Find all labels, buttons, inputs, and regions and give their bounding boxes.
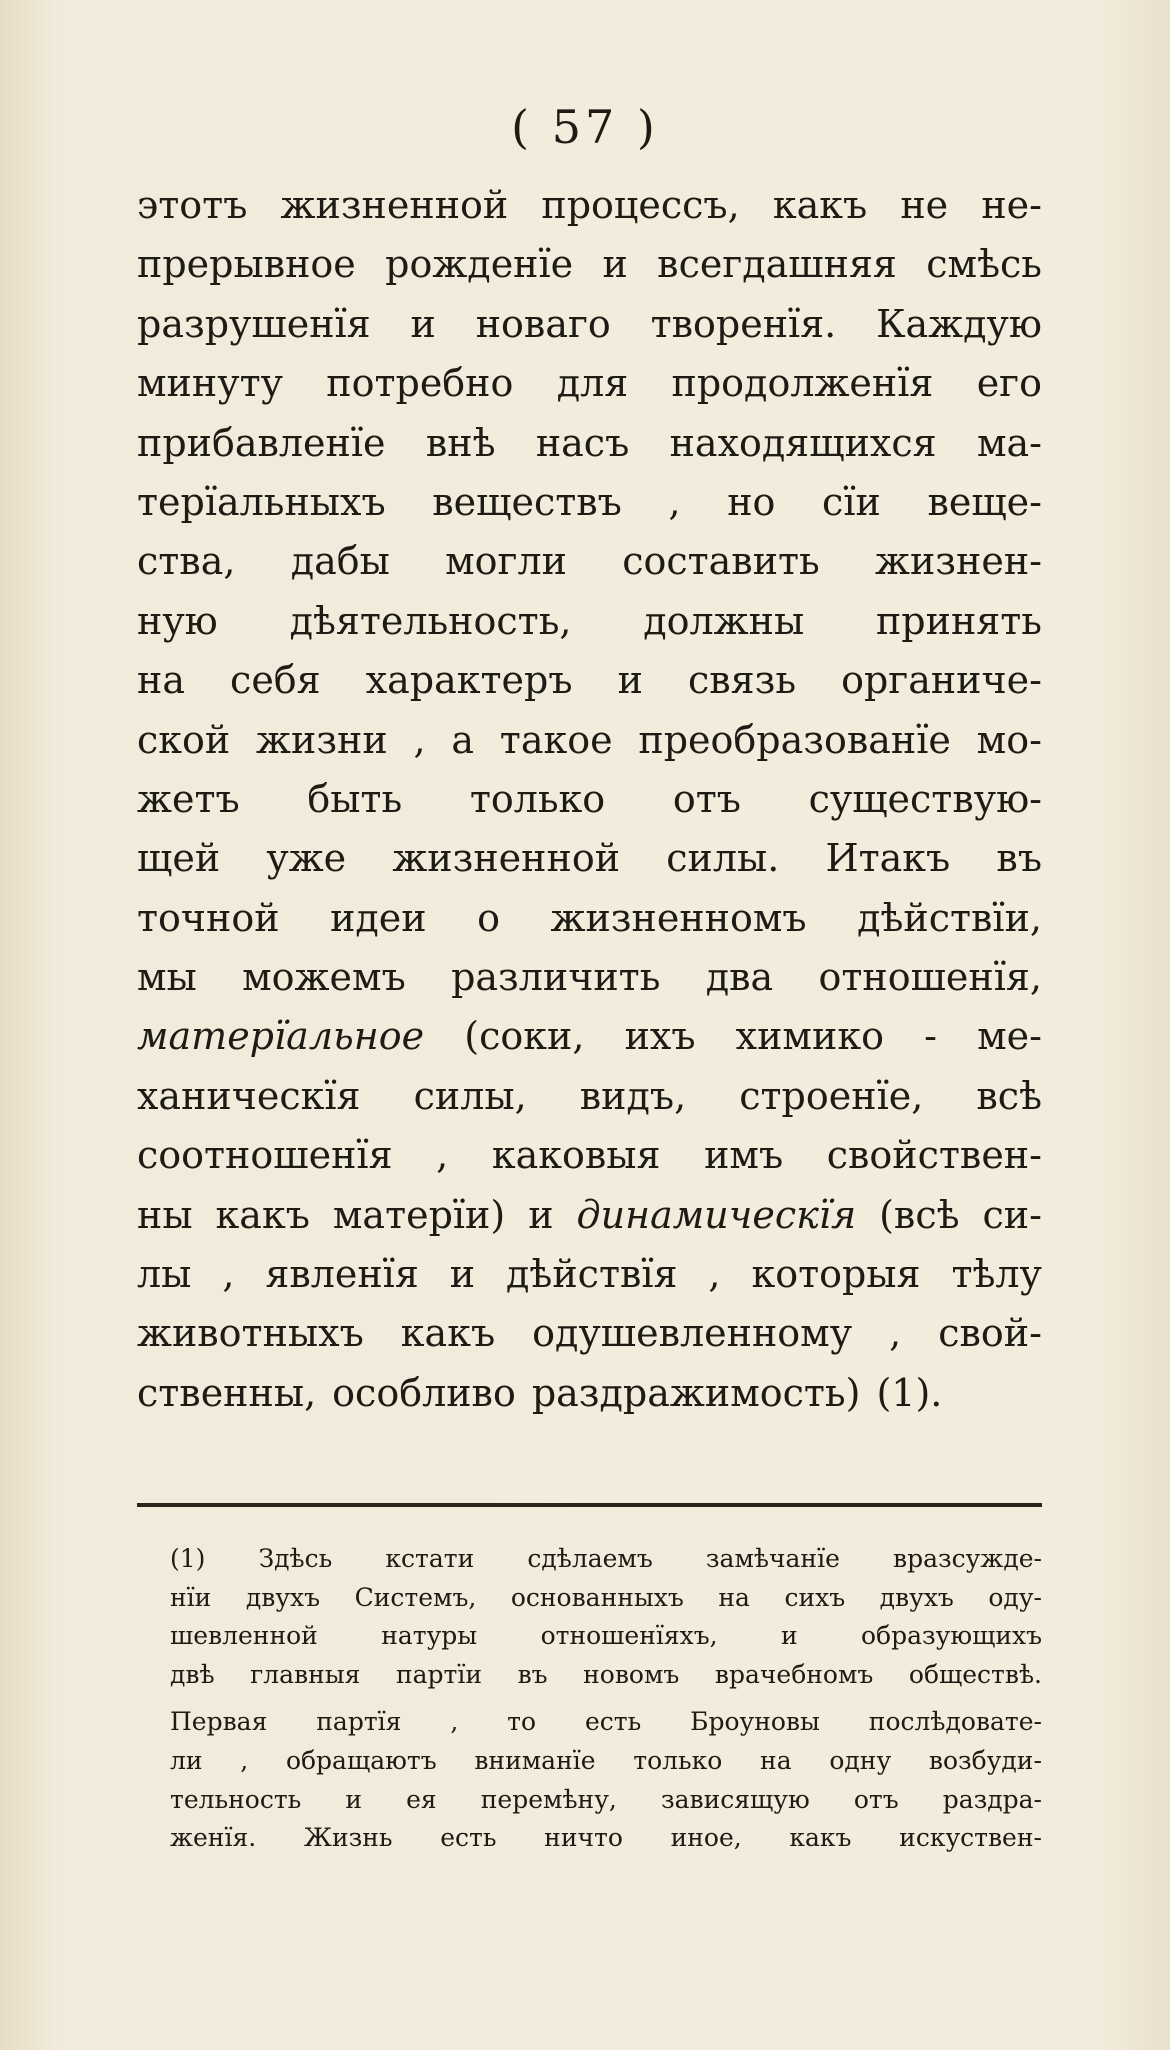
word: рожденїе bbox=[385, 242, 574, 287]
word: вниманїе bbox=[474, 1745, 596, 1775]
word: основанныхъ bbox=[510, 1582, 684, 1612]
word: различить bbox=[451, 955, 661, 1000]
body-line bbox=[137, 829, 1042, 888]
word: оду- bbox=[988, 1582, 1042, 1612]
word: врачебномъ bbox=[714, 1659, 874, 1689]
word: зависящую bbox=[660, 1784, 810, 1814]
word: обращаютъ bbox=[285, 1745, 437, 1775]
word: уже bbox=[266, 836, 347, 881]
word: сдѣлаемъ bbox=[527, 1544, 653, 1573]
word: принять bbox=[875, 598, 1042, 643]
word: явленїя bbox=[265, 1252, 419, 1297]
word: мо- bbox=[976, 717, 1042, 762]
word: въ bbox=[996, 836, 1042, 881]
word: тѣлу bbox=[951, 1252, 1042, 1297]
word: могли bbox=[445, 539, 567, 584]
word: какъ bbox=[789, 1823, 852, 1853]
word: два bbox=[705, 955, 774, 1000]
word: жизни bbox=[256, 717, 388, 762]
word: силы. bbox=[666, 836, 780, 881]
word: терїальныхъ bbox=[137, 479, 386, 524]
word: всѣ bbox=[976, 1073, 1042, 1118]
word: веществъ bbox=[432, 479, 622, 524]
word: кстати bbox=[385, 1544, 475, 1573]
word: веще- bbox=[927, 479, 1042, 524]
word: всегдашняя bbox=[657, 242, 897, 287]
word: творенїя. bbox=[650, 301, 837, 346]
word: нїи bbox=[170, 1582, 212, 1612]
word: не bbox=[900, 183, 949, 227]
footnote-line bbox=[170, 1819, 1042, 1858]
word: одушевленному bbox=[532, 1311, 853, 1356]
word: раздражимость) bbox=[531, 1370, 861, 1415]
body-line bbox=[137, 889, 1042, 948]
page-number: ( 57 ) bbox=[511, 100, 659, 154]
word: двухъ bbox=[879, 1582, 954, 1612]
body-line bbox=[137, 1245, 1042, 1304]
footnote-line bbox=[170, 1579, 1042, 1618]
word: связь bbox=[687, 658, 797, 703]
word: на bbox=[137, 658, 185, 703]
word: процессъ, bbox=[541, 183, 740, 227]
word: , bbox=[436, 1133, 449, 1178]
body-line bbox=[137, 1304, 1042, 1363]
word: какъ bbox=[772, 183, 868, 227]
word: есть bbox=[440, 1823, 497, 1853]
body-line bbox=[137, 651, 1042, 710]
word: мы bbox=[137, 955, 197, 1000]
word: матерїи) bbox=[332, 1192, 506, 1237]
body-line bbox=[137, 711, 1042, 770]
word: потребно bbox=[326, 361, 514, 406]
word: , bbox=[450, 1707, 459, 1737]
word: Жизнь bbox=[303, 1823, 393, 1853]
word: Первая bbox=[170, 1707, 268, 1737]
body-line bbox=[137, 1007, 1042, 1066]
word: - bbox=[924, 1014, 937, 1059]
word: ханическїя bbox=[137, 1073, 361, 1118]
word: , bbox=[708, 1252, 721, 1297]
word: каковыя bbox=[491, 1133, 661, 1178]
word: партїя bbox=[316, 1707, 402, 1737]
word: и bbox=[602, 242, 628, 287]
word: находящихся bbox=[669, 420, 937, 465]
footnote-line bbox=[170, 1656, 1042, 1695]
word: сїи bbox=[822, 479, 881, 524]
word: партїи bbox=[395, 1659, 483, 1689]
body-line bbox=[137, 532, 1042, 591]
word: строенїе, bbox=[739, 1073, 924, 1118]
body-line bbox=[137, 1126, 1042, 1185]
word: дѣйствїя bbox=[506, 1252, 678, 1297]
word: насъ bbox=[535, 420, 630, 465]
word: иное, bbox=[670, 1823, 742, 1853]
word: и bbox=[780, 1621, 798, 1651]
word: а bbox=[451, 717, 475, 762]
word: новаго bbox=[475, 301, 611, 346]
body-line bbox=[137, 235, 1042, 294]
word: жизненномъ bbox=[550, 895, 807, 940]
word: динамическїя bbox=[576, 1192, 857, 1237]
word: (соки, bbox=[464, 1014, 585, 1059]
body-line bbox=[137, 295, 1042, 354]
body-line bbox=[137, 414, 1042, 473]
word: о bbox=[477, 895, 500, 940]
word: замѣчанїе bbox=[705, 1544, 840, 1573]
footnote-line bbox=[170, 1540, 1042, 1579]
word: раздра- bbox=[942, 1784, 1042, 1814]
word: Броуновы bbox=[690, 1707, 820, 1737]
word: перемѣну, bbox=[480, 1784, 617, 1814]
body-line bbox=[137, 948, 1042, 1007]
word: искуствен- bbox=[899, 1823, 1042, 1853]
word: отъ bbox=[672, 776, 741, 821]
word: двухъ bbox=[245, 1582, 321, 1612]
word: прерывное bbox=[137, 242, 356, 287]
word: ничто bbox=[544, 1823, 623, 1853]
word: дѣятельность, bbox=[289, 598, 572, 643]
word: Итакъ bbox=[825, 836, 951, 881]
word: должны bbox=[643, 598, 805, 643]
word: точной bbox=[137, 895, 280, 940]
word: , bbox=[889, 1311, 902, 1356]
word: Системъ, bbox=[354, 1582, 477, 1612]
footnote-line bbox=[170, 1703, 1042, 1742]
word: ны bbox=[137, 1192, 193, 1237]
word: матерїальное bbox=[137, 1014, 425, 1059]
body-line bbox=[137, 1364, 1042, 1423]
word: сихъ bbox=[784, 1582, 846, 1612]
word: новомъ bbox=[583, 1659, 680, 1689]
footnote-line bbox=[170, 1781, 1042, 1820]
word: ской bbox=[137, 717, 231, 762]
word: свой- bbox=[938, 1311, 1042, 1356]
word: животныхъ bbox=[137, 1311, 364, 1356]
word: возбуди- bbox=[928, 1745, 1042, 1775]
word: на bbox=[760, 1745, 792, 1775]
body-line bbox=[137, 473, 1042, 532]
word: лы bbox=[137, 1252, 192, 1297]
word: си- bbox=[982, 1192, 1042, 1237]
word: есть bbox=[584, 1707, 642, 1737]
word: Каждую bbox=[876, 301, 1042, 346]
word: вразсужде- bbox=[893, 1544, 1042, 1573]
word: въ bbox=[517, 1659, 548, 1689]
word: жетъ bbox=[137, 776, 240, 821]
word: смѣсь bbox=[926, 242, 1042, 287]
word: жизненной bbox=[392, 836, 621, 881]
footnote-line bbox=[170, 1742, 1042, 1781]
word: преобразованїе bbox=[638, 717, 951, 762]
word: которыя bbox=[751, 1252, 921, 1297]
word: женїя. bbox=[170, 1823, 257, 1853]
word: обществѣ. bbox=[908, 1659, 1042, 1689]
word: ме- bbox=[977, 1014, 1042, 1059]
word: ную bbox=[137, 598, 218, 643]
word: отъ bbox=[853, 1784, 899, 1814]
word: но bbox=[727, 479, 776, 524]
footnote bbox=[170, 1540, 1042, 1858]
word: его bbox=[976, 361, 1042, 406]
word: разрушенїя bbox=[137, 301, 371, 346]
word: одну bbox=[829, 1745, 892, 1775]
body-line bbox=[137, 770, 1042, 829]
word: имъ bbox=[704, 1133, 784, 1178]
word: (1). bbox=[876, 1370, 943, 1415]
word: и bbox=[449, 1252, 476, 1297]
word: образующихъ bbox=[860, 1621, 1042, 1651]
word: свойствен- bbox=[826, 1133, 1042, 1178]
word: силы, bbox=[413, 1073, 527, 1118]
footnote-divider bbox=[137, 1503, 1042, 1507]
word: минуту bbox=[137, 361, 283, 406]
body-line bbox=[137, 354, 1042, 413]
word: щей bbox=[137, 836, 221, 881]
word: жизнен- bbox=[875, 539, 1042, 584]
word: себя bbox=[230, 658, 321, 703]
word: существую- bbox=[808, 776, 1042, 821]
word: какъ bbox=[215, 1192, 310, 1237]
word: и bbox=[410, 301, 436, 346]
word: органиче- bbox=[841, 658, 1042, 703]
word: послѣдовате- bbox=[868, 1707, 1042, 1737]
word: составить bbox=[622, 539, 820, 584]
word: можемъ bbox=[242, 955, 406, 1000]
body-line bbox=[137, 1067, 1042, 1126]
body-line bbox=[137, 1186, 1042, 1245]
body-line bbox=[137, 592, 1042, 651]
word: двѣ bbox=[170, 1659, 215, 1689]
paragraph-gap bbox=[170, 1694, 1042, 1703]
word: , bbox=[668, 479, 681, 524]
word: идеи bbox=[330, 895, 427, 940]
word: (1) bbox=[170, 1544, 206, 1573]
word: этотъ bbox=[137, 183, 248, 227]
word: отношенїяхъ, bbox=[540, 1621, 718, 1651]
word: продолженїя bbox=[671, 361, 934, 406]
word: отношенїя, bbox=[818, 955, 1042, 1000]
word: тельность bbox=[170, 1784, 302, 1814]
word: то bbox=[507, 1707, 537, 1737]
word: дѣйствїи, bbox=[857, 895, 1042, 940]
word: , bbox=[222, 1252, 235, 1297]
word: дабы bbox=[290, 539, 390, 584]
word: для bbox=[556, 361, 629, 406]
word: особливо bbox=[332, 1370, 516, 1415]
word: прибавленїе bbox=[137, 420, 386, 465]
word: , bbox=[413, 717, 426, 762]
word: внѣ bbox=[425, 420, 496, 465]
word: жизненной bbox=[280, 183, 509, 227]
word: ства, bbox=[137, 539, 236, 584]
footnote-line bbox=[170, 1617, 1042, 1656]
word: главныя bbox=[250, 1659, 361, 1689]
main-text bbox=[137, 176, 1042, 1423]
word: соотношенїя bbox=[137, 1133, 393, 1178]
word: натуры bbox=[381, 1621, 478, 1651]
word: видъ, bbox=[579, 1073, 687, 1118]
word: Здѣсь bbox=[258, 1544, 333, 1573]
word: такое bbox=[499, 717, 613, 762]
word: и bbox=[617, 658, 643, 703]
word: на bbox=[718, 1582, 750, 1612]
word: ея bbox=[406, 1784, 437, 1814]
word: ственны, bbox=[137, 1370, 317, 1415]
word: не- bbox=[981, 183, 1042, 227]
word: и bbox=[528, 1192, 554, 1237]
word: , bbox=[240, 1745, 249, 1775]
word: (всѣ bbox=[879, 1192, 960, 1237]
word: и bbox=[345, 1784, 363, 1814]
word: какъ bbox=[400, 1311, 496, 1356]
word: быть bbox=[307, 776, 403, 821]
word: химико bbox=[735, 1014, 884, 1059]
word: ма- bbox=[976, 420, 1042, 465]
body-line bbox=[137, 176, 1042, 235]
word: только bbox=[633, 1745, 723, 1775]
word: только bbox=[469, 776, 606, 821]
word: ихъ bbox=[624, 1014, 696, 1059]
word: шевленной bbox=[170, 1621, 318, 1651]
word: ли bbox=[170, 1745, 203, 1775]
word: характеръ bbox=[365, 658, 573, 703]
